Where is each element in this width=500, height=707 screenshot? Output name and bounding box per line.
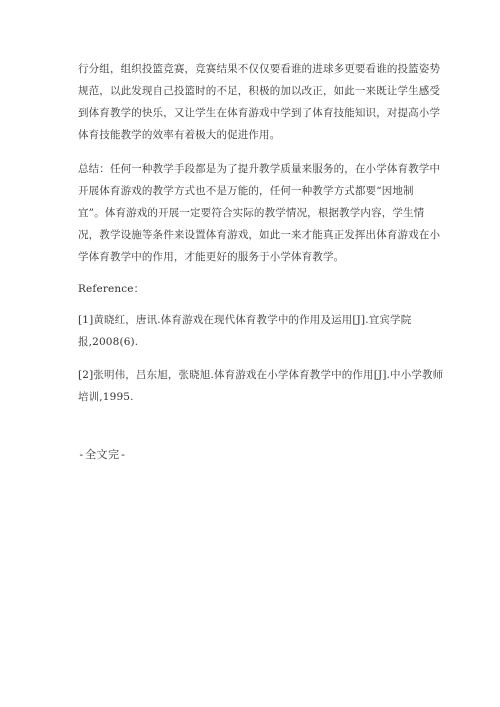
reference-item-2-line-1: [2]张明伟，吕东旭，张晓旭.体育游戏在小学体育教学中的作用[J].中小学教师 bbox=[78, 369, 444, 381]
reference-item-1-line-1: [1]黄晓红，唐讯.体育游戏在现代体育教学中的作用及运用[J].宜宾学院 bbox=[78, 314, 412, 326]
summary-line: 况，教学设施等条件来设置体育游戏，如此一来才能真正发挥出体育游戏在小 bbox=[78, 229, 441, 241]
paragraph-line: 规范，以此发现自己投篮时的不足，积极的加以改正，如此一来既让学生感受 bbox=[78, 85, 441, 97]
end-of-document-mark: -全文完- bbox=[78, 448, 127, 461]
reference-item-2-line-2: 培训,1995. bbox=[78, 391, 134, 403]
summary-line: 学体育教学中的作用，才能更好的服务于小学体育教学。 bbox=[78, 251, 345, 263]
paragraph-line: 体育技能教学的效率有着极大的促进作用。 bbox=[78, 129, 281, 141]
summary-line: 宜”。体育游戏的开展一定要符合实际的教学情况，根据教学内容，学生情 bbox=[78, 207, 425, 219]
summary-line: 开展体育游戏的教学方式也不是万能的，任何一种教学方式都要“因地制 bbox=[78, 185, 414, 197]
paragraph-line: 行分组，组织投篮竞赛，竞赛结果不仅仅要看谁的进球多更要看谁的投篮姿势 bbox=[78, 63, 441, 75]
paragraph-line: 到体育教学的快乐，又让学生在体育游戏中学到了体育技能知识，对提高小学 bbox=[78, 107, 441, 119]
reference-item-1-line-2: 报,2008(6). bbox=[78, 336, 139, 348]
summary-line: 总结：任何一种教学手段都是为了提升教学质量来服务的，在小学体育教学中 bbox=[78, 163, 441, 175]
references-heading: Reference： bbox=[78, 283, 145, 295]
